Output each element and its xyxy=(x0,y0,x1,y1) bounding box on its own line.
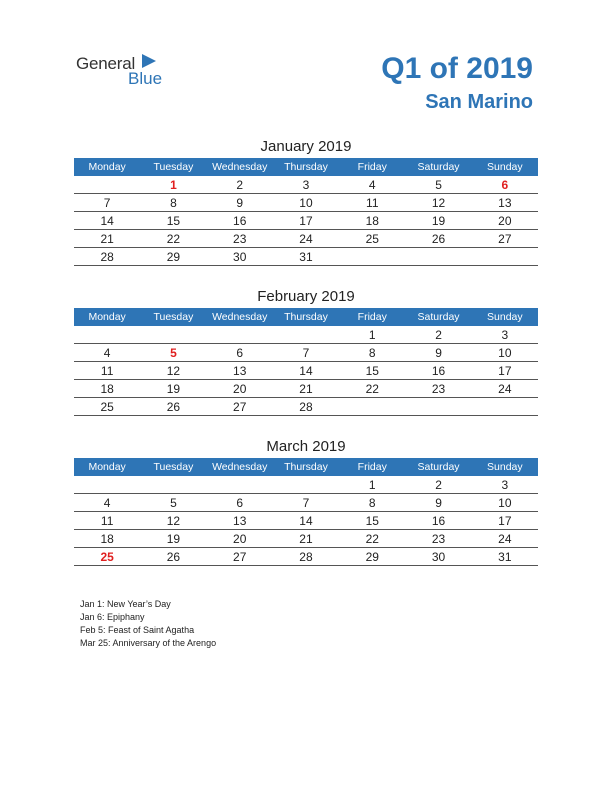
day-cell: 22 xyxy=(339,380,405,398)
day-cell: 15 xyxy=(339,512,405,530)
day-cell: 8 xyxy=(339,344,405,362)
calendar-table xyxy=(74,308,538,416)
weekday-header: Wednesday xyxy=(207,308,273,326)
week-row xyxy=(74,512,538,530)
day-cell: 10 xyxy=(472,494,538,512)
day-cell: 11 xyxy=(74,512,140,530)
day-cell: 2 xyxy=(207,176,273,194)
day-cell: 3 xyxy=(273,176,339,194)
logo-triangle-icon xyxy=(142,54,156,68)
weekday-header: Wednesday xyxy=(207,158,273,176)
week-row xyxy=(74,476,538,494)
holiday-note: Mar 25: Anniversary of the Arengo xyxy=(80,638,217,648)
day-cell: 26 xyxy=(140,548,206,566)
day-cell: 29 xyxy=(140,248,206,266)
week-row xyxy=(74,530,538,548)
day-cell: 22 xyxy=(140,230,206,248)
empty-day-cell xyxy=(140,326,206,344)
empty-day-cell xyxy=(273,326,339,344)
holiday-note: Jan 6: Epiphany xyxy=(80,612,145,622)
day-cell: 18 xyxy=(74,380,140,398)
month-title: March 2019 xyxy=(266,438,346,455)
day-cell: 14 xyxy=(273,512,339,530)
day-cell: 23 xyxy=(207,230,273,248)
week-row xyxy=(74,212,538,230)
weekday-header: Thursday xyxy=(273,458,339,476)
day-cell: 14 xyxy=(273,362,339,380)
day-cell: 22 xyxy=(339,530,405,548)
day-cell: 6 xyxy=(207,494,273,512)
day-cell: 16 xyxy=(405,362,471,380)
week-row xyxy=(74,398,538,416)
weekday-header: Monday xyxy=(74,458,140,476)
week-row xyxy=(74,194,538,212)
holiday-day-cell: 1 xyxy=(140,176,206,194)
day-cell: 3 xyxy=(472,476,538,494)
month-title: February 2019 xyxy=(257,288,355,305)
day-cell: 23 xyxy=(405,380,471,398)
weekday-header: Tuesday xyxy=(140,158,206,176)
page-subtitle: San Marino xyxy=(425,91,533,113)
calendar-table xyxy=(74,458,538,566)
day-cell: 28 xyxy=(273,548,339,566)
day-cell: 13 xyxy=(207,362,273,380)
day-cell: 17 xyxy=(472,362,538,380)
day-cell: 9 xyxy=(405,344,471,362)
day-cell: 21 xyxy=(273,530,339,548)
day-cell: 25 xyxy=(74,398,140,416)
week-row xyxy=(74,548,538,566)
day-cell: 8 xyxy=(339,494,405,512)
day-cell: 17 xyxy=(472,512,538,530)
logo-blue-text: Blue xyxy=(128,69,163,88)
day-cell: 18 xyxy=(339,212,405,230)
day-cell: 10 xyxy=(273,194,339,212)
empty-day-cell xyxy=(339,398,405,416)
day-cell: 11 xyxy=(339,194,405,212)
day-cell: 11 xyxy=(74,362,140,380)
day-cell: 24 xyxy=(472,530,538,548)
month-february xyxy=(74,286,538,416)
day-cell: 9 xyxy=(207,194,273,212)
day-cell: 24 xyxy=(273,230,339,248)
weekday-header: Saturday xyxy=(405,158,471,176)
week-row xyxy=(74,230,538,248)
empty-day-cell xyxy=(405,398,471,416)
weekday-header: Friday xyxy=(339,308,405,326)
weekday-header-row xyxy=(74,458,538,476)
weekday-header: Saturday xyxy=(405,458,471,476)
day-cell: 29 xyxy=(339,548,405,566)
empty-day-cell xyxy=(74,326,140,344)
logo-general-text: General xyxy=(76,54,136,73)
day-cell: 12 xyxy=(140,512,206,530)
day-cell: 19 xyxy=(405,212,471,230)
empty-day-cell xyxy=(207,476,273,494)
empty-day-cell xyxy=(472,398,538,416)
day-cell: 14 xyxy=(74,212,140,230)
holiday-day-cell: 25 xyxy=(74,548,140,566)
day-cell: 4 xyxy=(339,176,405,194)
holiday-note: Feb 5: Feast of Saint Agatha xyxy=(80,625,195,635)
holiday-note: Jan 1: New Year’s Day xyxy=(80,599,171,609)
empty-day-cell xyxy=(207,326,273,344)
day-cell: 2 xyxy=(405,326,471,344)
day-cell: 15 xyxy=(339,362,405,380)
weekday-header: Sunday xyxy=(472,308,538,326)
holiday-day-cell: 6 xyxy=(472,176,538,194)
holiday-notes xyxy=(80,598,216,650)
day-cell: 7 xyxy=(273,344,339,362)
day-cell: 1 xyxy=(339,326,405,344)
empty-day-cell xyxy=(405,248,471,266)
empty-day-cell xyxy=(472,248,538,266)
day-cell: 12 xyxy=(405,194,471,212)
weekday-header: Tuesday xyxy=(140,308,206,326)
logo xyxy=(76,52,186,88)
week-row xyxy=(74,344,538,362)
day-cell: 6 xyxy=(207,344,273,362)
weekday-header: Thursday xyxy=(273,308,339,326)
week-row xyxy=(74,494,538,512)
day-cell: 28 xyxy=(74,248,140,266)
day-cell: 20 xyxy=(472,212,538,230)
day-cell: 9 xyxy=(405,494,471,512)
day-cell: 21 xyxy=(273,380,339,398)
day-cell: 30 xyxy=(207,248,273,266)
week-row xyxy=(74,326,538,344)
day-cell: 7 xyxy=(273,494,339,512)
day-cell: 5 xyxy=(140,494,206,512)
day-cell: 30 xyxy=(405,548,471,566)
day-cell: 16 xyxy=(405,512,471,530)
day-cell: 17 xyxy=(273,212,339,230)
day-cell: 19 xyxy=(140,380,206,398)
day-cell: 27 xyxy=(207,548,273,566)
day-cell: 13 xyxy=(207,512,273,530)
week-row xyxy=(74,176,538,194)
empty-day-cell xyxy=(74,176,140,194)
day-cell: 15 xyxy=(140,212,206,230)
weekday-header: Sunday xyxy=(472,458,538,476)
day-cell: 18 xyxy=(74,530,140,548)
day-cell: 23 xyxy=(405,530,471,548)
day-cell: 31 xyxy=(472,548,538,566)
weekday-header: Friday xyxy=(339,158,405,176)
day-cell: 31 xyxy=(273,248,339,266)
day-cell: 3 xyxy=(472,326,538,344)
day-cell: 13 xyxy=(472,194,538,212)
day-cell: 1 xyxy=(339,476,405,494)
month-january xyxy=(74,136,538,266)
weekday-header: Wednesday xyxy=(207,458,273,476)
day-cell: 5 xyxy=(405,176,471,194)
weekday-header: Saturday xyxy=(405,308,471,326)
calendar-table xyxy=(74,158,538,266)
day-cell: 12 xyxy=(140,362,206,380)
day-cell: 25 xyxy=(339,230,405,248)
day-cell: 8 xyxy=(140,194,206,212)
page-title: Q1 of 2019 xyxy=(381,52,533,85)
weekday-header: Sunday xyxy=(472,158,538,176)
day-cell: 26 xyxy=(405,230,471,248)
day-cell: 2 xyxy=(405,476,471,494)
day-cell: 16 xyxy=(207,212,273,230)
week-row xyxy=(74,362,538,380)
holiday-day-cell: 5 xyxy=(140,344,206,362)
day-cell: 27 xyxy=(207,398,273,416)
empty-day-cell xyxy=(140,476,206,494)
weekday-header-row xyxy=(74,308,538,326)
month-march xyxy=(74,436,538,566)
day-cell: 20 xyxy=(207,530,273,548)
empty-day-cell xyxy=(339,248,405,266)
empty-day-cell xyxy=(273,476,339,494)
day-cell: 26 xyxy=(140,398,206,416)
weekday-header: Thursday xyxy=(273,158,339,176)
day-cell: 24 xyxy=(472,380,538,398)
weekday-header: Monday xyxy=(74,308,140,326)
weekday-header: Tuesday xyxy=(140,458,206,476)
week-row xyxy=(74,380,538,398)
day-cell: 4 xyxy=(74,494,140,512)
weekday-header: Monday xyxy=(74,158,140,176)
day-cell: 10 xyxy=(472,344,538,362)
month-title: January 2019 xyxy=(260,138,352,155)
day-cell: 7 xyxy=(74,194,140,212)
day-cell: 27 xyxy=(472,230,538,248)
day-cell: 19 xyxy=(140,530,206,548)
day-cell: 28 xyxy=(273,398,339,416)
weekday-header-row xyxy=(74,158,538,176)
empty-day-cell xyxy=(74,476,140,494)
day-cell: 20 xyxy=(207,380,273,398)
week-row xyxy=(74,248,538,266)
day-cell: 4 xyxy=(74,344,140,362)
day-cell: 21 xyxy=(74,230,140,248)
weekday-header: Friday xyxy=(339,458,405,476)
